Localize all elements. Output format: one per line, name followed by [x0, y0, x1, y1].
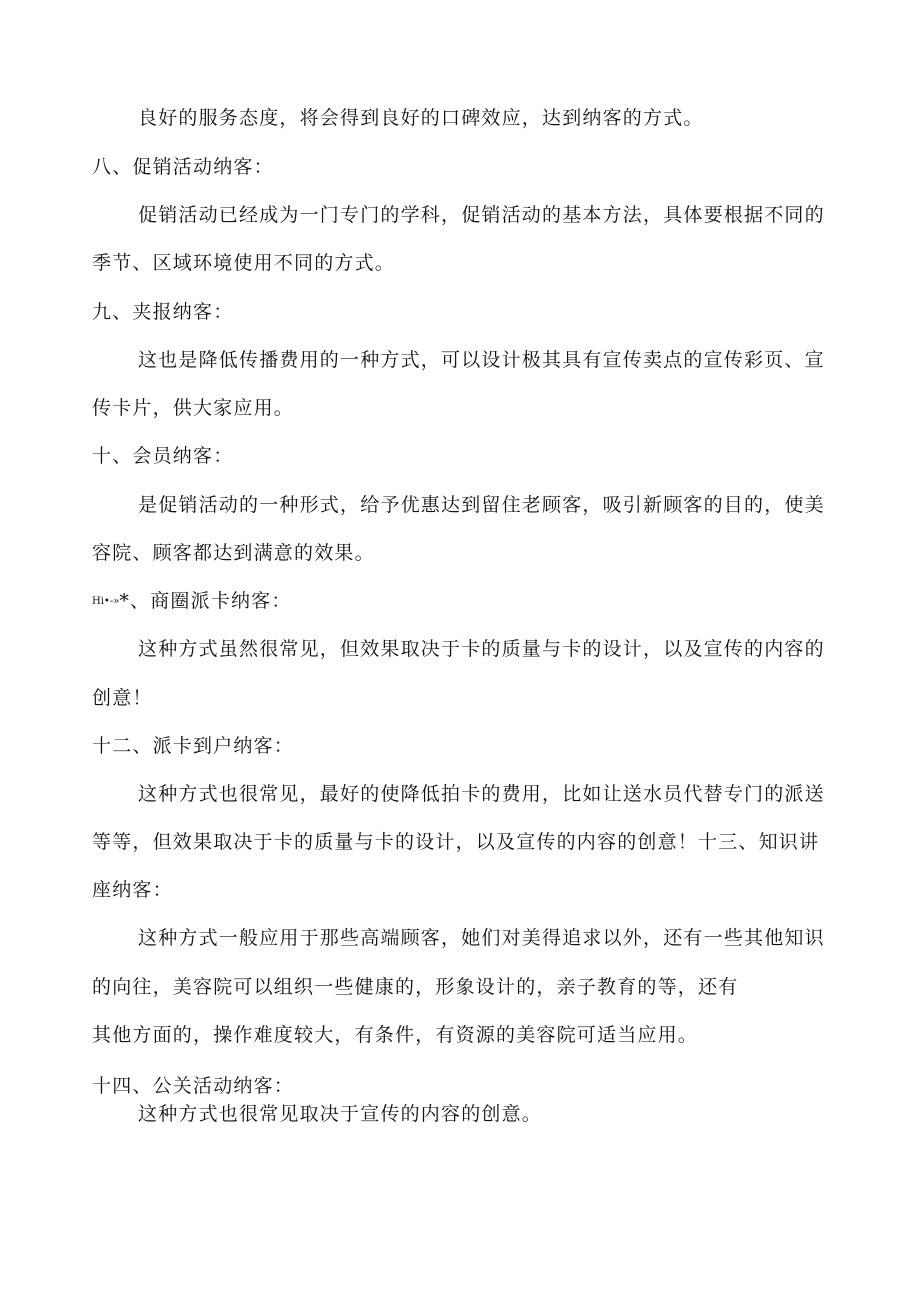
section-heading: 十四、公关活动纳客：	[92, 1075, 295, 1097]
ocr-artifact: Hi•-»	[92, 596, 120, 607]
paragraph-line: 季节、区域环境使用不同的方式。	[92, 252, 396, 274]
section-heading	[92, 589, 292, 614]
paragraph-line: 座纳客：	[92, 879, 173, 901]
paragraph-line: 是促销活动的一种形式，给予优惠达到留住老顾客，吸引新顾客的目的，使美	[138, 494, 825, 516]
paragraph-line: 这种方式一般应用于那些高端顾客，她们对美得追求以外，还有一些其他知识	[138, 927, 825, 949]
paragraph-line: 这种方式也很常见，最好的使降低拍卡的费用，比如让送水员代替专门的派送	[138, 783, 825, 805]
section-heading: 十、会员纳客：	[92, 445, 234, 467]
paragraph-line: 的向往，美容院可以组织一些健康的，形象设计的，亲子教育的等，还有	[92, 976, 739, 998]
paragraph-line: 容院、顾客都达到满意的效果。	[92, 542, 375, 564]
paragraph-line: 传卡片，供大家应用。	[92, 397, 295, 419]
paragraph-line: 这种方式也很常见取决于宣传的内容的创意。	[138, 1103, 543, 1125]
section-heading: 九、夹报纳客：	[92, 301, 234, 323]
paragraph-line: 这种方式虽然很常见，但效果取决于卡的质量与卡的设计，以及宣传的内容的	[138, 638, 825, 660]
paragraph-line: 良好的服务态度，将会得到良好的口碑效应，达到纳客的方式。	[138, 107, 704, 129]
section-heading: 八、促销活动纳客：	[92, 156, 274, 178]
paragraph-line: 促销活动已经成为一门专门的学科，促销活动的基本方法，具体要根据不同的	[138, 204, 825, 226]
heading-text: *、商圈派卡纳客：	[119, 590, 292, 612]
paragraph-line: 等等，但效果取决于卡的质量与卡的设计，以及宣传的内容的创意！十三、知识讲	[92, 831, 820, 853]
section-heading: 十二、派卡到户纳客：	[92, 735, 295, 757]
paragraph-line: 其他方面的，操作难度较大，有条件，有资源的美容院可适当应用。	[92, 1024, 699, 1046]
paragraph-line: 这也是降低传播费用的一种方式，可以设计极其具有宣传卖点的宣传彩页、宣	[138, 349, 825, 371]
paragraph-line: 创意！	[92, 687, 153, 709]
